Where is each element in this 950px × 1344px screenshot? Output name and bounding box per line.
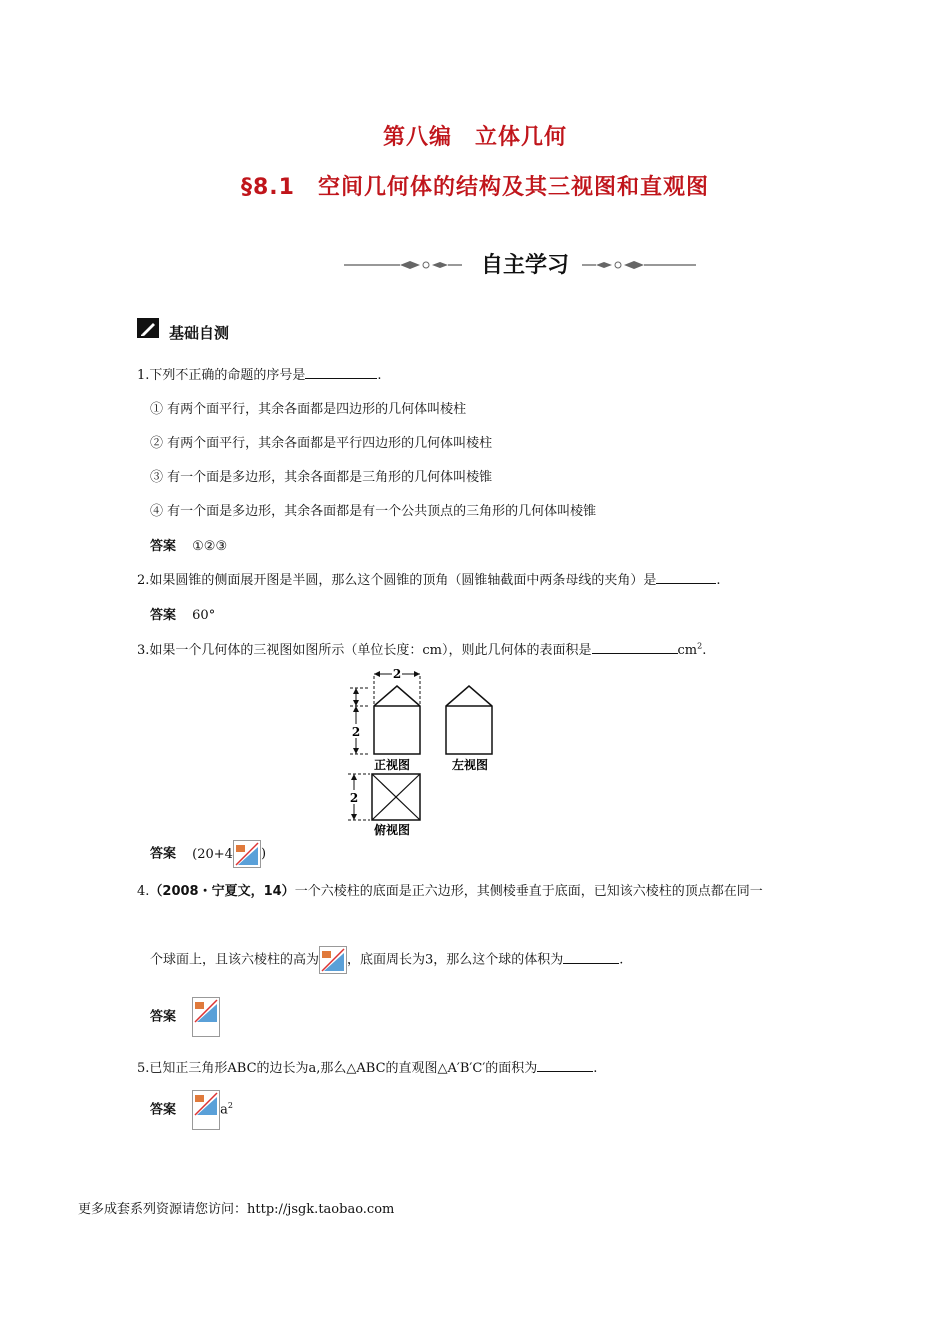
q4-text: 一个六棱柱的底面是正六边形，其侧棱垂直于底面，已知该六棱柱的顶点都在同一 — [294, 884, 763, 899]
q5-text: 5.已知正三角形ABC的边长为a,那么△ABC的直观图△A′B′C′的面积为 — [137, 1061, 538, 1076]
q4-source: （2008・宁夏文，14） — [149, 884, 295, 899]
broken-image-icon — [233, 840, 261, 868]
three-view-figure — [340, 666, 510, 838]
answer-label: 答案 — [150, 1102, 177, 1118]
q2-blank — [656, 571, 716, 584]
question-1 — [137, 364, 382, 383]
pencil-icon — [137, 318, 159, 338]
q3-unit: cm — [677, 643, 698, 658]
footer-link-text: 更多成套系列资源请您访问：http://jsgk.taobao.com — [78, 1202, 395, 1217]
question-4-line-1 — [137, 880, 763, 899]
side-view-shape — [446, 686, 492, 754]
front-view-label: 正视图 — [373, 758, 411, 772]
answer-label: 答案 — [150, 539, 177, 554]
section-title: §8.1 空间几何体的结构及其三视图和直观图 — [241, 175, 709, 200]
front-view-shape — [374, 686, 420, 754]
chapter-title: 第八编 立体几何 — [382, 125, 567, 150]
subsection-label: 基础自测 — [169, 324, 230, 342]
answer-exponent: 2 — [227, 1101, 234, 1111]
q1-option-2: ② 有两个面平行，其余各面都是平行四边形的几何体叫棱柱 — [150, 436, 493, 451]
question-3 — [137, 639, 706, 658]
q1-option-4: ④ 有一个面是多边形，其余各面都是有一个公共顶点的三角形的几何体叫棱锥 — [150, 504, 597, 519]
dim-bottom-label: 2 — [349, 791, 359, 805]
question-5 — [137, 1057, 597, 1076]
q2-answer — [150, 604, 215, 623]
q3-text: 3.如果一个几何体的三视图如图所示（单位长度：cm），则此几何体的表面积是 — [137, 643, 592, 658]
q3-end: . — [702, 643, 707, 658]
question-4-line-2 — [150, 946, 623, 974]
answer-value: ①②③ — [192, 539, 228, 554]
answer-value: 60° — [192, 608, 216, 623]
broken-image-icon — [192, 997, 220, 1037]
q1-text: 1.下列不正确的命题的序号是 — [137, 368, 306, 383]
q2-end: . — [716, 573, 721, 588]
q5-end: . — [593, 1061, 598, 1076]
banner-label: 自主学习 — [480, 253, 569, 278]
q3-answer — [150, 840, 266, 868]
q1-answer — [150, 535, 227, 554]
answer-prefix: (20+4 — [192, 846, 233, 862]
broken-image-icon — [319, 946, 347, 974]
q1-blank — [305, 366, 377, 379]
dim-left-label: 2 — [351, 725, 361, 739]
q1-end: . — [377, 368, 382, 383]
top-view-label: 俯视图 — [373, 823, 411, 837]
dim-top-label: 2 — [392, 667, 402, 681]
q5-answer — [150, 1090, 233, 1130]
q4-answer — [150, 997, 220, 1037]
answer-base: a — [220, 1102, 228, 1118]
answer-suffix: ) — [260, 846, 267, 862]
q3-unit-exponent: 2 — [697, 641, 703, 651]
broken-image-icon — [192, 1090, 220, 1130]
q4-text-a: 个球面上，且该六棱柱的高为 — [150, 952, 320, 968]
answer-label: 答案 — [150, 608, 177, 623]
q1-option-3: ③ 有一个面是多边形，其余各面都是三角形的几何体叫棱锥 — [150, 470, 493, 485]
answer-label: 答案 — [150, 1009, 177, 1025]
q4-number: 4. — [137, 884, 150, 899]
q3-blank — [592, 641, 678, 654]
q4-blank — [563, 951, 619, 964]
q4-text-b: ，底面周长为3，那么这个球的体积为 — [347, 952, 564, 968]
q5-blank — [537, 1059, 593, 1072]
q2-text: 2.如果圆锥的侧面展开图是半圆，那么这个圆锥的顶角（圆锥轴截面中两条母线的夹角）是 — [137, 573, 657, 588]
q1-option-1: ① 有两个面平行，其余各面都是四边形的几何体叫棱柱 — [150, 402, 467, 417]
answer-label: 答案 — [150, 846, 177, 862]
q4-end: . — [619, 952, 624, 968]
side-view-label: 左视图 — [451, 758, 489, 772]
question-2 — [137, 569, 721, 588]
